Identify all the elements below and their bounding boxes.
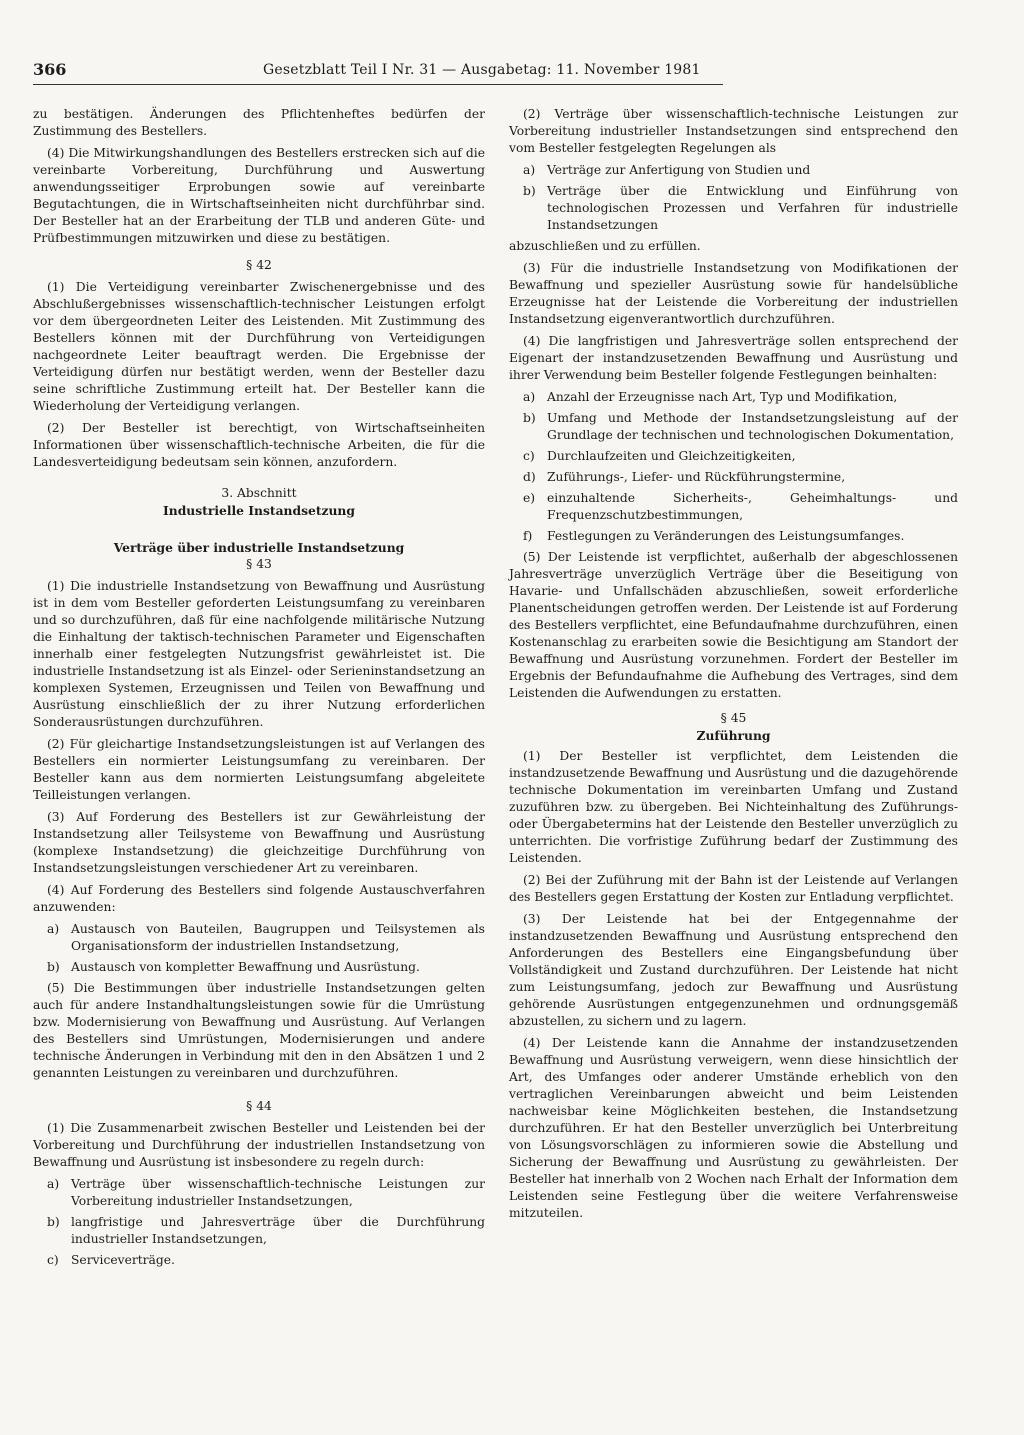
paragraph: (3) Auf Forderung des Bestellers ist zur Gewährleistung der Instandsetzung aller Teilsysteme von Bewaffnung und Ausrüstung (komplexe Instandsetzung) die gleichzeitige Durchführung von Instandsetzungsleistungen verschiedener Art zu vereinbaren. — [33, 810, 485, 875]
list-label: b) — [47, 1215, 60, 1229]
list-label: b) — [47, 960, 60, 974]
list-item — [509, 162, 958, 179]
paragraph: (5) Die Bestimmungen über industrielle Instandsetzungen gelten auch für andere Instandhaltungsleistungen sowie für die Umrüstung bzw. Modernisierung von Bewaffnung und Ausrüstung. Auf Verlangen des Bestellers sind Umrüstungen, Modernisierungen und andere technische Änderungen in Verbindung mit den in den Absätzen 1 und 2 genannten Leistungen zu vereinbaren und durchzuführen. — [33, 981, 485, 1080]
list-item — [509, 389, 958, 406]
paragraph: (2) Bei der Zuführung mit der Bahn ist der Leistende auf Verlangen des Bestellers gegen Erstattung der Kosten zur Entladung verpflichtet. — [509, 873, 958, 904]
paragraph: (1) Der Besteller ist verpflichtet, dem Leistenden die instandzusetzende Bewaffnung und Ausrüstung und die dazugehörende technische Dokumentation im vereinbarten Umfang und Zustand zuzuführen bzw. zu übergeben. Bei Nichteinhaltung des Zuführungs- oder Übergabetermins hat der Leistende den Besteller unverzüglich zu unterrichten. Die vorfristige Zuführung bedarf der Zustimmung des Leistenden. — [509, 749, 958, 865]
section-heading-43: § 43 — [246, 557, 272, 571]
list-label: b) — [523, 184, 536, 198]
list-text: Anzahl der Erzeugnisse nach Art, Typ und Modifikation, — [547, 390, 898, 404]
list-item — [33, 1252, 485, 1269]
list-item — [509, 469, 958, 486]
paragraph: zu bestätigen. Änderungen des Pflichtenheftes bedürfen der Zustimmung des Bestellers. — [33, 107, 485, 138]
list-label: c) — [523, 449, 535, 463]
paragraph: abzuschließen und zu erfüllen. — [509, 239, 701, 253]
list-text: langfristige und Jahresverträge über die Durchführung industrieller Instandsetzungen, — [71, 1215, 485, 1246]
list-item — [33, 1214, 485, 1248]
paragraph: (1) Die industrielle Instandsetzung von Bewaffnung und Ausrüstung ist in dem vom Besteller geforderten Leistungsumfang zu vereinbaren und so durchzuführen, daß für eine nachfolgende militärische Nutzung die Einhaltung der taktisch-technischen Parameter und Eigenschaften innerhalb einer festgelegten Nutzungsfrist gewährleistet ist. Die industrielle Instandsetzung ist als Einzel- oder Serieninstandsetzung an komplexen Systemen, Erzeugnissen und Teilen von Bewaffnung und Ausrüstung einschließlich der zu ihrer Nutzung erforderlichen Sonderausrüstungen durchzuführen. — [33, 579, 485, 729]
running-title: Gesetzblatt Teil I Nr. 31 — Ausgabetag: 11. November 1981 — [263, 62, 701, 78]
paragraph: (4) Die Mitwirkungshandlungen des Bestellers erstrecken sich auf die vereinbarte Vorbereitung, Durchführung und Auswertung anwendungsseitiger Erprobungen sowie auf vereinbarte Begutachtungen, die in Wirtschaftseinheiten nicht durchführbar sind. Der Besteller hat an der Erarbeitung der TLB und anderen Güte- und Prüfbestimmungen mitzuwirken und diese zu bestätigen. — [33, 146, 485, 245]
list-item — [33, 959, 485, 976]
list-item — [33, 921, 485, 955]
paragraph: (4) Die langfristigen und Jahresverträge sollen entsprechend der Eigenart der instandzusetzenden Bewaffnung und Ausrüstung und ihrer Verwendung beim Besteller folgende Festlegungen beinhalten: — [509, 334, 958, 382]
section-heading-45: § 45 — [720, 711, 747, 725]
paragraph: (2) Für gleichartige Instandsetzungsleistungen ist auf Verlangen des Bestellers ein normierter Leistungsumfang zu vereinbaren. Der Besteller kann aus dem normierten Leistungsumfang abgeleitete Teilleistungen verlangen. — [33, 737, 485, 802]
paragraph: (3) Der Leistende hat bei der Entgegennahme der instandzusetzenden Bewaffnung und Ausrüstung entsprechend den Anforderungen des Bestellers eine Eingangsbefundung über Vollständigkeit und Zustand durchzuführen. Der Leistende hat nicht zum Leistungsumfang, jedoch zur Bewaffnung und Ausrüstung gehörende Ausrüstungen entgegenzunehmen und ordnungsgemäß abzustellen, zu sichern und zu lagern. — [509, 912, 958, 1028]
list-text: Verträge zur Anfertigung von Studien und — [547, 163, 811, 177]
list-label: e) — [523, 491, 536, 505]
list-label: a) — [523, 390, 536, 404]
list-text: Verträge über wissenschaftlich-technische Leistungen zur Vorbereitung industrieller Instandsetzungen, — [71, 1177, 485, 1208]
list-label: a) — [523, 163, 536, 177]
list-text: Verträge über die Entwicklung und Einführung von technologischen Prozessen und Verfahren für industrielle Instandsetzungen — [547, 184, 958, 232]
list-item — [33, 1176, 485, 1210]
section-heading-42: § 42 — [246, 258, 272, 272]
list-text: Zuführungs-, Liefer- und Rückführungstermine, — [547, 470, 846, 484]
chapter-title: Industrielle Instandsetzung — [163, 503, 355, 518]
paragraph: (4) Der Leistende kann die Annahme der instandzusetzenden Bewaffnung und Ausrüstung verweigern, wenn diese hinsichtlich der Art, des Umfanges oder anderer Umstände erheblich von den vertraglichen Vereinbarungen abweicht und beim Leistenden nachweisbar keine Möglichkeiten bestehen, die Instandsetzung durchzuführen. Er hat den Besteller unverzüglich bei Unterbreitung von Lösungsvorschlägen zu informieren sowie die Abstellung und Sicherung der Bewaffnung und Ausrüstung zu gewährleisten. Der Besteller hat innerhalb von 2 Wochen nach Erhalt der Information dem Leistenden seine Festlegung über die weitere Verfahrensweise mitzuteilen. — [509, 1036, 958, 1220]
page-number: 366 — [33, 60, 67, 79]
paragraph: (5) Der Leistende ist verpflichtet, außerhalb der abgeschlossenen Jahresverträge unverzüglich Verträge über die Beseitigung von Havarie- und Unfallschäden abzuschließen, soweit erforderliche Planentscheidungen getroffen werden. Der Leistende ist auf Forderung des Bestellers verpflichtet, eine Befundaufnahme durchzuführen, einen Kostenanschlag zu erarbeiten sowie die Besichtigung am Standort der Bewaffnung und Ausrüstung vorzunehmen. Fordert der Besteller im Ergebnis der Befundaufnahme die Aufhebung des Vertrages, sind dem Leistenden die Aufwendungen zu erstatten. — [509, 550, 958, 700]
list-text: Umfang und Methode der Instandsetzungsleistung auf der Grundlage der technischen und technologischen Dokumentation, — [547, 411, 958, 442]
list-text: Festlegungen zu Veränderungen des Leistungsumfanges. — [547, 529, 905, 543]
list-label: f) — [523, 529, 533, 543]
list-text: einzuhaltende Sicherheits-, Geheimhaltungs- und Frequenzschutzbestimmungen, — [547, 491, 958, 522]
list-text: Austausch von Bauteilen, Baugruppen und Teilsystemen als Organisationsform der industriellen Instandsetzung, — [71, 922, 485, 953]
list-item — [509, 490, 958, 524]
paragraph: (4) Auf Forderung des Bestellers sind folgende Austauschverfahren anzuwenden: — [33, 883, 485, 914]
list-label: a) — [47, 1177, 60, 1191]
list-label: c) — [47, 1253, 59, 1267]
page-header — [33, 60, 723, 85]
paragraph: (2) Verträge über wissenschaftlich-technische Leistungen zur Vorbereitung industrieller Instandsetzungen sind entsprechend den vom Besteller festgelegten Regelungen als — [509, 107, 958, 155]
section-heading-44: § 44 — [246, 1099, 272, 1113]
list-item — [509, 410, 958, 444]
paragraph: (2) Der Besteller ist berechtigt, von Wirtschaftseinheiten Informationen über wissenschaftlich-technische Arbeiten, die für die Landesverteidigung bedeutsam sein können, anzufordern. — [33, 421, 485, 469]
list-text: Serviceverträge. — [71, 1253, 175, 1267]
subheading-43: Verträge über industrielle Instandsetzung — [113, 540, 405, 555]
list-text: Durchlaufzeiten und Gleichzeitigkeiten, — [547, 449, 796, 463]
list-item — [509, 528, 958, 545]
paragraph: (3) Für die industrielle Instandsetzung von Modifikationen der Bewaffnung und spezieller Ausrüstung sowie für handelsübliche Erzeugnisse hat der Leistende die Vorbereitung der industriellen Instandsetzung eigenverantwortlich durchzuführen. — [509, 261, 958, 326]
list-text: Austausch von kompletter Bewaffnung und Ausrüstung. — [71, 960, 420, 974]
left-column — [33, 106, 485, 1273]
right-column — [509, 106, 958, 1227]
list-label: d) — [523, 470, 536, 484]
paragraph: (1) Die Zusammenarbeit zwischen Besteller und Leistenden bei der Vorbereitung und Durchführung der industriellen Instandsetzung von Bewaffnung und Ausrüstung ist insbesondere zu regeln durch: — [33, 1121, 485, 1169]
paragraph: (1) Die Verteidigung vereinbarter Zwischenergebnisse und des Abschlußergebnisses wissenschaftlich-technischer Leistungen erfolgt vor dem übergeordneten Leiter des Leistenden. Mit Zustimmung des Bestellers können mit der Durchführung von Verteidigungen nachgeordnete Leiter beauftragt werden. Die Ergebnisse der Verteidigung dürfen nur bestätigt werden, wenn der Besteller dazu seine schriftliche Zustimmung erteilt hat. Der Besteller kann die Wiederholung der Verteidigung verlangen. — [33, 280, 485, 413]
chapter-number: 3. Abschnitt — [221, 486, 297, 500]
list-label: a) — [47, 922, 60, 936]
list-item — [509, 183, 958, 234]
section-title-45: Zuführung — [696, 728, 771, 743]
list-item — [509, 448, 958, 465]
list-label: b) — [523, 411, 536, 425]
